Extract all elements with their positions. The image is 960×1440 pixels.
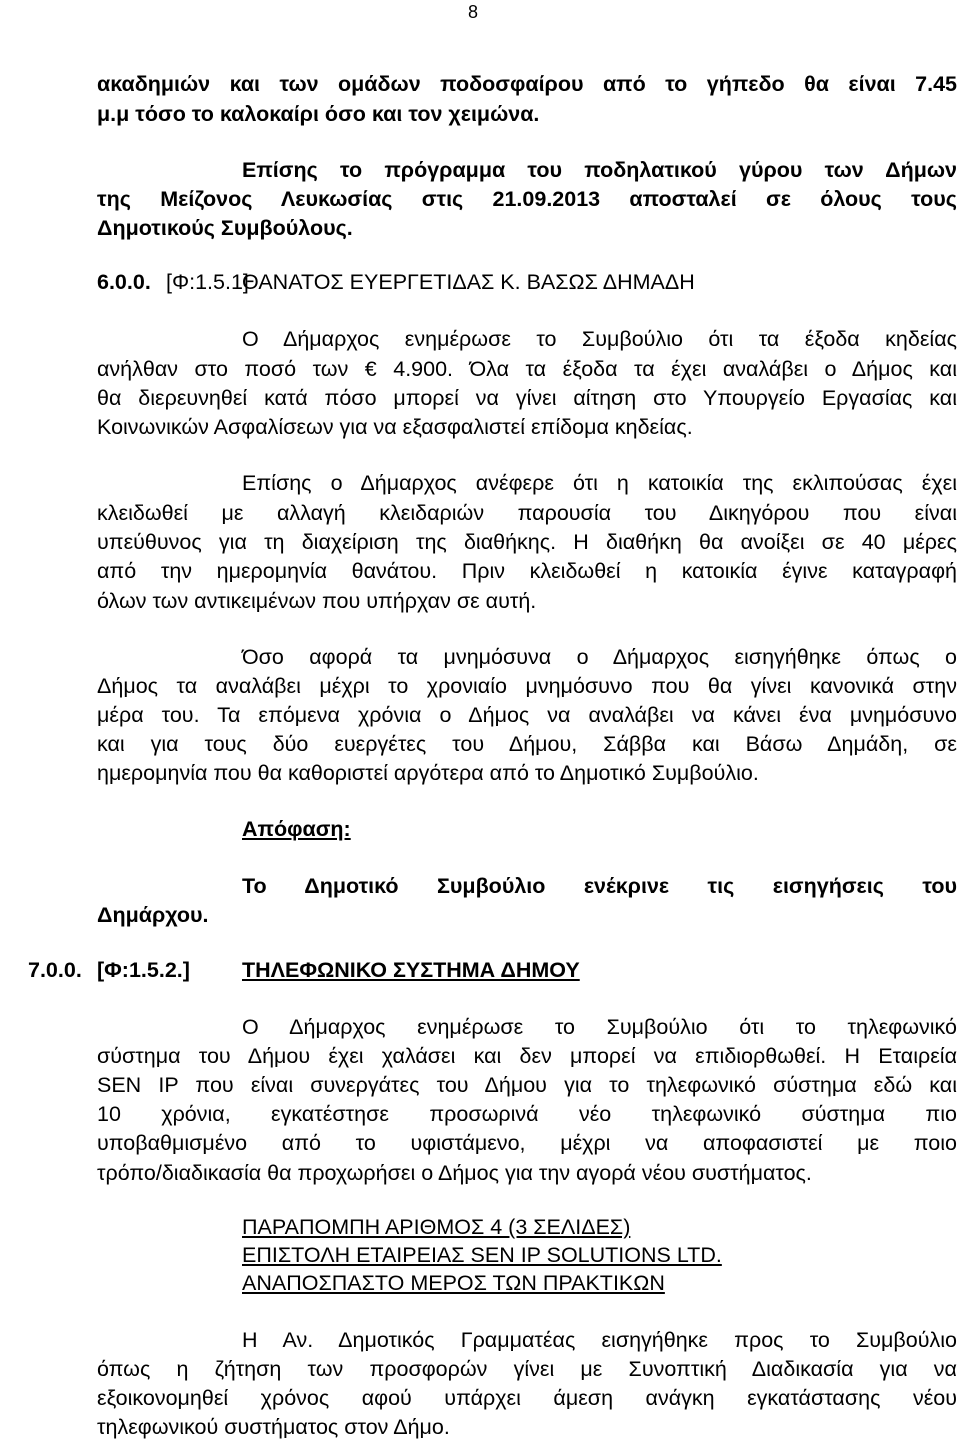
paragraph-line: Επίσης ο Δήμαρχος ανέφερε ότι η κατοικία της εκλιπούσας έχει xyxy=(242,471,957,495)
item-file-ref: [Φ:1.5.2.] xyxy=(97,958,190,982)
paragraph-line: Δήμος τα αναλάβει μέχρι το χρονιαίο μνημόσυνο που θα γίνει κανονικά στην xyxy=(97,674,957,698)
item-number: 6.0.0. xyxy=(97,270,151,294)
paragraph-line: Κοινωνικών Ασφαλίσεων για να εξασφαλιστεί επίδομα κηδείας. xyxy=(97,415,693,439)
paragraph-line: Δημοτικούς Συμβούλους. xyxy=(97,216,353,240)
reference-line: ΠΑΡΑΠΟΜΠΗ ΑΡΙΘΜΟΣ 4 (3 ΣΕΛΙΔΕΣ) xyxy=(242,1215,631,1239)
paragraph-line: τρόπο/διαδικασία θα προχωρήσει ο Δήμος για την αγορά νέου συστήματος. xyxy=(97,1161,812,1185)
decision-text: Το Δημοτικό Συμβούλιο ενέκρινε τις εισηγήσεις του xyxy=(242,874,957,898)
paragraph-line: υπεύθυνος για τη διαχείριση της διαθήκης. Η διαθήκη θα ανοίξει σε 40 μέρες xyxy=(97,530,957,554)
decision-label: Απόφαση: xyxy=(242,817,351,841)
paragraph-line: Όσο αφορά τα μνημόσυνα ο Δήμαρχος εισηγήθηκε όπως ο xyxy=(242,645,957,669)
paragraph-line: υποβαθμισμένο από το υφιστάμενο, μέχρι να αποφασιστεί με ποιο xyxy=(97,1131,957,1155)
paragraph-line: της Μείζονος Λευκωσίας στις 21.09.2013 αποσταλεί σε όλους τους xyxy=(97,187,957,211)
reference-line: ΑΝΑΠΟΣΠΑΣΤΟ ΜΕΡΟΣ ΤΩΝ ΠΡΑΚΤΙΚΩΝ xyxy=(242,1271,665,1295)
item-file-ref: [Φ:1.5.1] xyxy=(166,270,249,294)
paragraph-line: εξοικονομηθεί χρόνος αφού υπάρχει άμεση ανάγκη εγκατάστασης νέου xyxy=(97,1386,957,1410)
paragraph-line: και για τους δύο ευεργέτες του Δήμου, Σάββα και Βάσω Δημάδη, σε xyxy=(97,732,957,756)
paragraph-line: SEN IP που είναι συνεργάτες του Δήμου για το τηλεφωνικό σύστημα εδώ και xyxy=(97,1073,957,1097)
paragraph-line: Ο Δήμαρχος ενημέρωσε το Συμβούλιο ότι το τηλεφωνικό xyxy=(242,1015,957,1039)
paragraph-line: μέρα του. Τα επόμενα χρόνια ο Δήμος να αναλάβει να κάνει ένα μνημόσυνο xyxy=(97,703,957,727)
paragraph-line: από την ημερομηνία θανάτου. Πριν κλειδωθεί η κατοικία έγινε καταγραφή xyxy=(97,559,957,583)
paragraph-line: ημερομηνία που θα καθοριστεί αργότερα από το Δημοτικό Συμβούλιο. xyxy=(97,761,759,785)
paragraph-line: Ο Δήμαρχος ενημέρωσε το Συμβούλιο ότι τα έξοδα κηδείας xyxy=(242,327,957,351)
paragraph-line: θα διερευνηθεί κατά πόσο μπορεί να γίνει αίτηση στο Υπουργείο Εργασίας και xyxy=(97,386,957,410)
paragraph-line: Επίσης το πρόγραμμα του ποδηλατικού γύρου των Δήμων xyxy=(242,158,957,182)
paragraph-line: Η Αν. Δημοτικός Γραμματέας εισηγήθηκε προς το Συμβούλιο xyxy=(242,1328,957,1352)
paragraph-line: σύστημα του Δήμου έχει χαλάσει και δεν μπορεί να επιδιορθωθεί. Η Εταιρεία xyxy=(97,1044,957,1068)
page-number: 8 xyxy=(468,2,479,22)
paragraph-line: ανήλθαν στο ποσό των € 4.900. Όλα τα έξοδα τα έχει αναλάβει ο Δήμος και xyxy=(97,357,957,381)
paragraph-line: όλων των αντικειμένων που υπήρχαν σε αυτή. xyxy=(97,589,537,613)
paragraph-line: κλειδωθεί με αλλαγή κλειδαριών παρουσία του Δικηγόρου που είναι xyxy=(97,501,957,525)
decision-text: Δημάρχου. xyxy=(97,903,209,927)
item-number: 7.0.0. xyxy=(28,958,82,982)
item-title: ΤΗΛΕΦΩΝΙΚΟ ΣΥΣΤΗΜΑ ΔΗΜΟΥ xyxy=(242,958,580,982)
paragraph-line: 10 χρόνια, εγκατέστησε προσωρινά νέο τηλεφωνικό σύστημα πιο xyxy=(97,1102,957,1126)
paragraph-line: τηλεφωνικού συστήματος στον Δήμο. xyxy=(97,1415,450,1439)
item-title: ΘΑΝΑΤΟΣ ΕΥΕΡΓΕΤΙΔΑΣ Κ. ΒΑΣΩΣ ΔΗΜΑΔΗ xyxy=(242,270,695,294)
paragraph-line: μ.μ τόσο το καλοκαίρι όσο και τον χειμώνα. xyxy=(97,102,540,126)
paragraph-line: ακαδημιών και των ομάδων ποδοσφαίρου από το γήπεδο θα είναι 7.45 xyxy=(97,72,957,96)
reference-line: ΕΠΙΣΤΟΛΗ ΕΤΑΙΡΕΙΑΣ SEN IP SOLUTIONS LTD. xyxy=(242,1243,722,1267)
paragraph-line: όπως η ζήτηση των προσφορών γίνει με Συνοπτική Διαδικασία για να xyxy=(97,1357,957,1381)
